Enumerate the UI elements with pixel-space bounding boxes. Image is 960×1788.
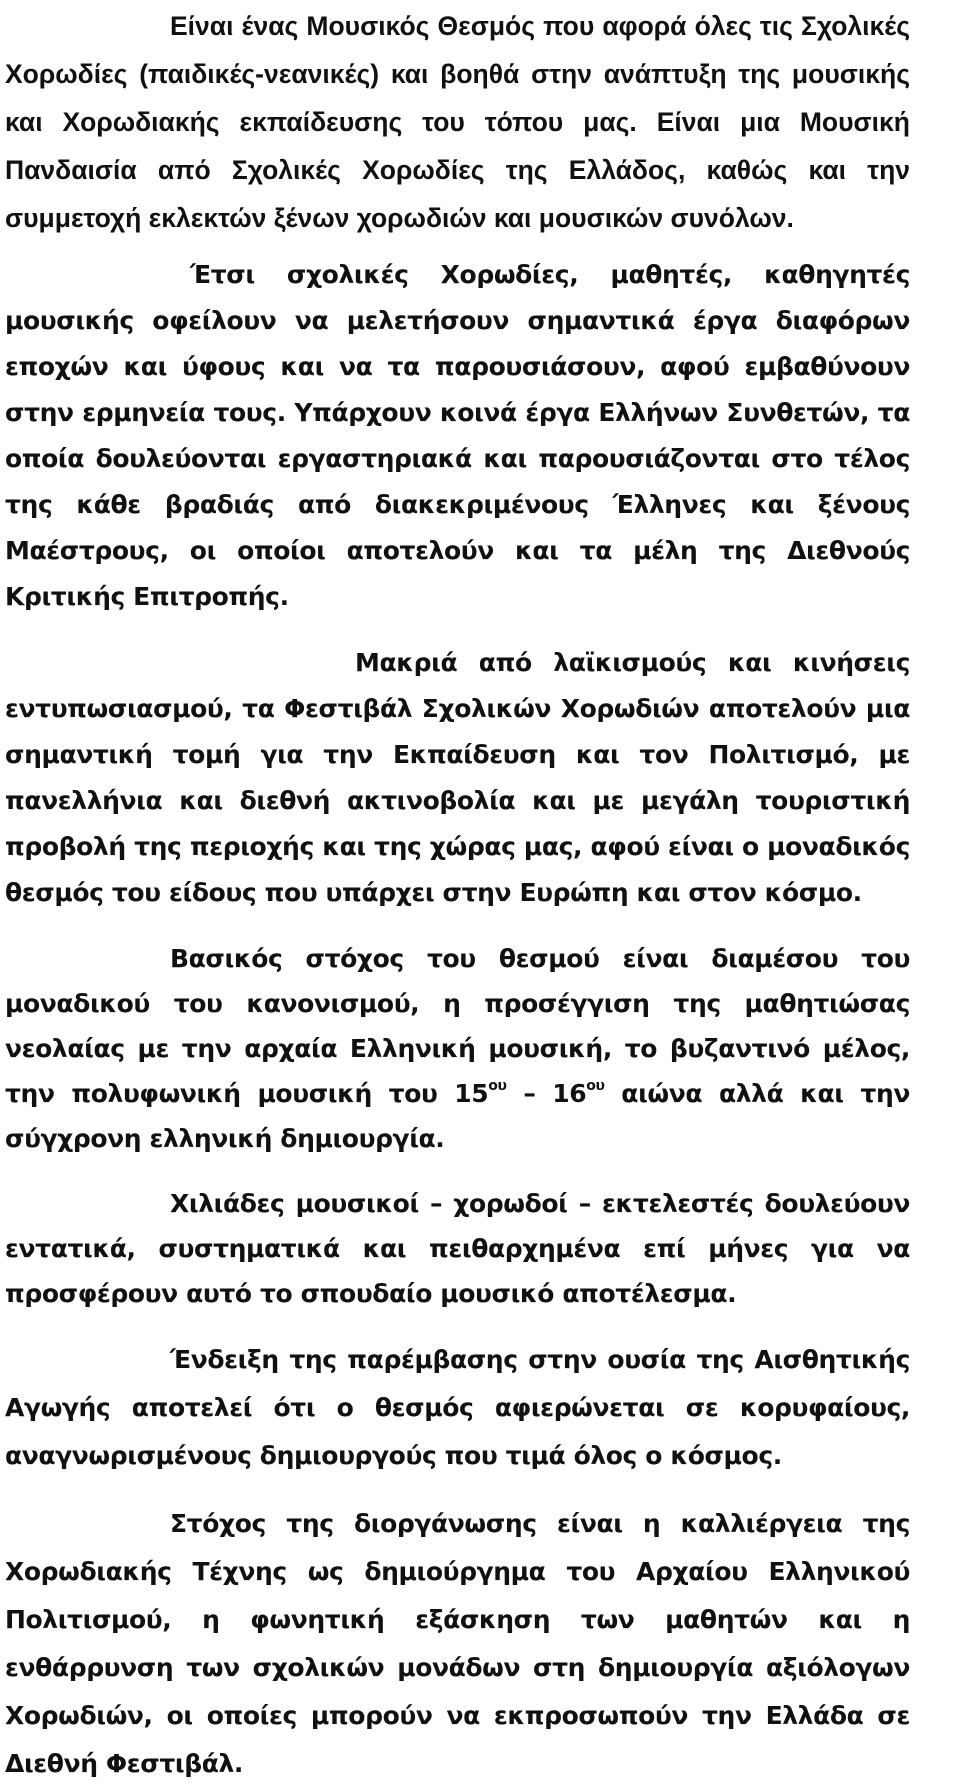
ordinal-suffix-15: ου xyxy=(488,1078,507,1094)
paragraph-4-text-middle: – 16 xyxy=(506,1079,587,1108)
ordinal-suffix-16: ου xyxy=(586,1078,605,1094)
paragraph-4 xyxy=(5,936,910,1161)
paragraph-7: Στόχος της διοργάνωσης είναι η καλλιέργεια της Χορωδιακής Τέχνης ως δημιούργημα του Αρχαίου Ελληνικού Πολιτισμού, η φωνητική εξάσκηση των μαθητών και η ενθάρρυνση των σχολικών μονάδων στη δημιουργία αξιόλογων Χορωδιών, οι οποίες μπορούν να εκπροσωπούν την Ελλάδα σε Διεθνή Φεστιβάλ. xyxy=(5,1509,910,1778)
paragraph-6: Ένδειξη της παρέμβασης στην ουσία της Αισθητικής Αγωγής αποτελεί ότι ο θεσμός αφιερώνεται σε κορυφαίους, αναγνωρισμένους δημιουργούς που τιμά όλος ο κόσμος. xyxy=(5,1345,910,1470)
paragraph-4-text-after: αιώνα αλλά και την σύγχρονη ελληνική δημιουργία. xyxy=(5,1079,910,1153)
paragraph-3: Μακριά από λαϊκισμούς και κινήσεις εντυπωσιασμού, τα Φεστιβάλ Σχολικών Χορωδιών αποτελούν μια σημαντική τομή για την Εκπαίδευση και τον Πολιτισμό, με πανελλήνια και διεθνή ακτινοβολία και με μεγάλη τουριστική προβολή της περιοχής και της χώρας μας, αφού είναι ο μοναδικός θεσμός του είδους που υπάρχει στην Ευρώπη και στον κόσμο. xyxy=(5,648,910,907)
paragraph-2: Έτσι σχολικές Χορωδίες, μαθητές, καθηγητές μουσικής οφείλουν να μελετήσουν σημαντικά έργα διαφόρων εποχών και ύφους και να τα παρουσιάσουν, αφού εμβαθύνουν στην ερμηνεία τους. Υπάρχουν κοινά έργα Ελλήνων Συνθετών, τα οποία δουλεύονται εργαστηριακά και παρουσιάζονται στο τέλος της κάθε βραδιάς από διακεκριμένους Έλληνες και ξένους Μαέστρους, οι οποίοι αποτελούν και τα μέλη της Διεθνούς Κριτικής Επιτροπής. xyxy=(5,260,910,611)
paragraph-4-text-before: Βασικός στόχος του θεσμού είναι διαμέσου του μοναδικού του κανονισμού, η προσέγγιση της μαθητιώσας νεολαίας με την αρχαία Ελληνική μουσική, το βυζαντινό μέλος, την πολυφωνική μουσική του 15 xyxy=(5,944,910,1108)
paragraph-5: Χιλιάδες μουσικοί – χορωδοί – εκτελεστές δουλεύουν εντατικά, συστηματικά και πειθαρχημένα επί μήνες για να προσφέρουν αυτό το σπουδαίο μουσικό αποτέλεσμα. xyxy=(5,1189,910,1308)
paragraph-1: Είναι ένας Μουσικός Θεσμός που αφορά όλες τις Σχολικές Χορωδίες (παιδικές-νεανικές) και βοηθά στην ανάπτυξη της μουσικής και Χορωδιακής εκπαίδευσης του τόπου μας. Είναι μια Μουσική Πανδαισία από Σχολικές Χορωδίες της Ελλάδος, καθώς και την συμμετοχή εκλεκτών ξένων χορωδιών και μουσικών συνόλων. xyxy=(5,11,910,233)
